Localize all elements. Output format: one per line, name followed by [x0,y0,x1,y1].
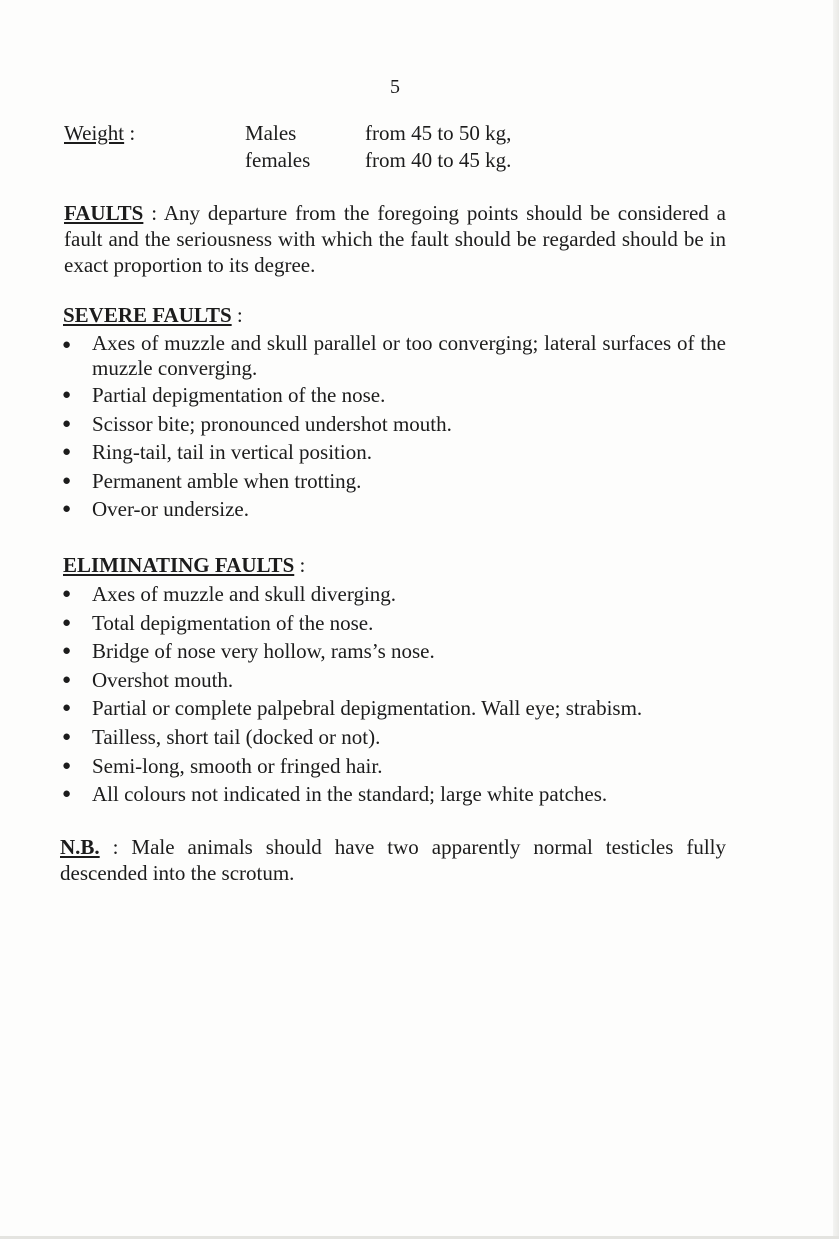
bullet-icon: ● [62,757,72,774]
weight-range-females: from 40 to 45 kg. [365,148,512,172]
severe-faults-suffix: : [231,303,243,327]
list-item [60,666,726,695]
scan-edge-shadow [833,0,839,1239]
eliminating-faults-heading [63,552,305,578]
list-item-text: Permanent amble when trotting. [92,468,362,493]
weight-label [64,120,135,147]
bullet-icon: ● [62,337,72,353]
bullet-icon: ● [62,614,72,631]
list-item-text: Ring-tail, tail in vertical position. [92,440,372,465]
bullet-icon: ● [62,586,72,602]
faults-separator: : [143,201,164,225]
bullet-icon: ● [62,472,72,489]
list-item [60,637,726,666]
list-item [60,495,726,524]
bullet-icon: ● [62,700,72,717]
list-item-text: All colours not indicated in the standard; large white patches. [92,782,608,807]
list-item-text: Tailless, short tail (docked or not). [92,724,381,749]
weight-label-suffix: : [124,121,136,145]
list-item-text: Total depigmentation of the nose. [92,610,374,635]
eliminating-faults-suffix: : [294,553,306,577]
bullet-icon: ● [62,415,72,432]
bullet-icon: ● [62,643,72,660]
list-item-text: Axes of muzzle and skull diverging. [92,582,397,606]
bullet-icon: ● [62,501,72,518]
faults-text: Any departure from the foregoing points should be considered a fault and the seriousness with which the fault should be regarded should be in exact proportion to its degree. [64,201,726,277]
list-item-text: Over-or undersize. [92,497,250,522]
list-item-text: Axes of muzzle and skull parallel or too converging; lateral surfaces of the muzzle converging. [92,331,726,380]
severe-faults-list [60,331,726,524]
eliminating-faults-heading-text: ELIMINATING FAULTS [63,553,295,577]
list-item-text: Overshot mouth. [92,667,234,692]
eliminating-faults-list [60,580,726,809]
list-item-text: Bridge of nose very hollow, rams’s nose. [92,639,435,664]
list-item [60,609,726,638]
severe-faults-heading-text: SEVERE FAULTS [63,303,232,327]
nb-paragraph [60,834,726,886]
severe-faults-heading [63,302,243,328]
list-item [60,381,726,410]
list-item [60,723,726,752]
nb-label: N.B. [60,835,100,859]
list-item-text: Partial or complete palpebral depigmentation. Wall eye; strabism. [92,696,643,721]
bullet-icon: ● [62,786,72,803]
list-item [60,331,726,381]
list-item [60,410,726,439]
weight-label-text: Weight [64,121,125,145]
bullet-icon: ● [62,387,72,403]
page-number: 5 [390,76,400,98]
list-item [60,467,726,496]
nb-text: Male animals should have two apparently normal testicles fully descended into the scrotum. [60,835,727,885]
weight-sex-males: Males [245,121,297,145]
list-item-text: Scissor bite; pronounced undershot mouth. [92,411,452,436]
weight-range-males: from 45 to 50 kg, [365,121,512,145]
nb-separator: : [99,835,132,859]
weight-sex-females: females [245,148,311,172]
list-item [60,780,726,809]
list-item [60,580,726,609]
faults-heading: FAULTS [64,201,144,225]
bullet-icon: ● [62,728,72,745]
list-item-text: Semi-long, smooth or fringed hair. [92,753,383,778]
list-item-text: Partial depigmentation of the nose. [92,383,386,407]
list-item [60,438,726,467]
bullet-icon: ● [62,444,72,461]
list-item [60,752,726,781]
faults-paragraph [64,200,726,278]
list-item [60,694,726,723]
bullet-icon: ● [62,671,72,688]
